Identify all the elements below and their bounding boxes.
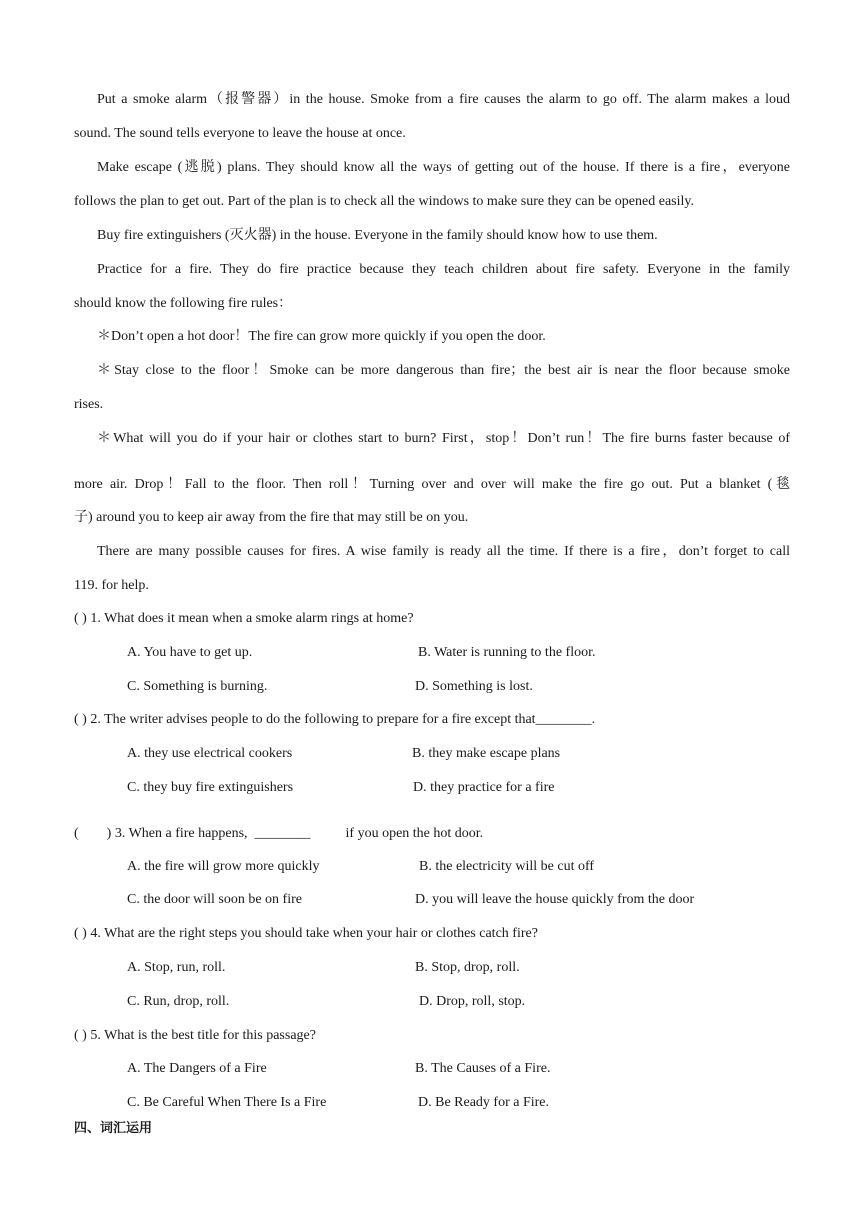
option-c: C. they buy fire extinguishers [127,780,294,795]
option-b: B. Water is running to the floor. [418,645,596,660]
question-stem: ( ) 2. The writer advises people to do the following to prepare for a fire except that________. [74,712,596,727]
option-d: D. you will leave the house quickly from the door [415,892,695,907]
fire-rule-hot-door: ＊Don’t open a hot door！The fire can grow more quickly if you open the door. [97,329,546,344]
fire-rule-stop-drop-roll-line-3: 子) around you to keep air away from the fire that may still be on you. [74,510,469,525]
option-a: A. The Dangers of a Fire [127,1061,267,1076]
option-b: B. The Causes of a Fire. [415,1061,551,1076]
paragraph-smoke-alarm-line-1: Put a smoke alarm（报警器）in the house. Smoke from a fire causes the alarm to go off. The alarm makes a loud [97,92,790,107]
question-stem: ( ) 5. What is the best title for this passage? [74,1028,316,1043]
option-d: D. Drop, roll, stop. [419,994,526,1009]
fire-rule-stop-drop-roll-line-2: more air. Drop！Fall to the floor. Then roll！Turning over and over will make the fire go out. Put a blanket (毯 [74,477,790,492]
option-b: B. they make escape plans [412,746,561,761]
paragraph-practice-line-2: should know the following fire rules： [74,296,293,311]
fire-rule-stay-low-line-2: rises. [74,397,104,412]
option-d: D. Something is lost. [415,679,533,694]
section-heading: 四、词汇运用 [74,1121,153,1136]
option-b: B. the electricity will be cut off [419,859,595,874]
option-c: C. the door will soon be on fire [127,892,302,907]
option-c: C. Something is burning. [127,679,268,694]
paragraph-conclusion-line-1: There are many possible causes for fires. A wise family is ready all the time. If there is a fire，don’t forget to call [97,544,790,559]
fire-rule-stop-drop-roll-line-1: ＊What will you do if your hair or clothes start to burn? First，stop！Don’t run！The fire burns faster because of [97,431,790,446]
option-a: A. they use electrical cookers [127,746,293,761]
fire-rule-stay-low-line-1: ＊Stay close to the floor！Smoke can be more dangerous than fire；the best air is near the floor because smoke [97,363,790,378]
paragraph-conclusion-line-2: 119. for help. [74,578,149,593]
option-c: C. Be Careful When There Is a Fire [127,1095,327,1110]
paragraph-escape-plans-line-2: follows the plan to get out. Part of the plan is to check all the windows to make sure they can be opened easily. [74,194,694,209]
question-stem: ( ) 1. What does it mean when a smoke alarm rings at home? [74,611,414,626]
question-stem: ( ) 3. When a fire happens, ________ if you open the hot door. [74,826,484,841]
paragraph-escape-plans-line-1: Make escape (逃脱) plans. They should know all the ways of getting out of the house. If there is a fire，everyone [97,160,790,175]
paragraph-practice-line-1: Practice for a fire. They do fire practice because they teach children about fire safety. Everyone in the family [97,262,790,277]
option-c: C. Run, drop, roll. [127,994,230,1009]
option-a: A. You have to get up. [127,645,253,660]
question-stem: ( ) 4. What are the right steps you should take when your hair or clothes catch fire? [74,926,538,941]
option-d: D. they practice for a fire [413,780,555,795]
option-d: D. Be Ready for a Fire. [418,1095,550,1110]
option-a: A. Stop, run, roll. [127,960,226,975]
paragraph-extinguishers: Buy fire extinguishers (灭火器) in the house. Everyone in the family should know how to use them. [97,228,658,243]
paragraph-smoke-alarm-line-2: sound. The sound tells everyone to leave the house at once. [74,126,406,141]
option-a: A. the fire will grow more quickly [127,859,320,874]
option-b: B. Stop, drop, roll. [415,960,520,975]
